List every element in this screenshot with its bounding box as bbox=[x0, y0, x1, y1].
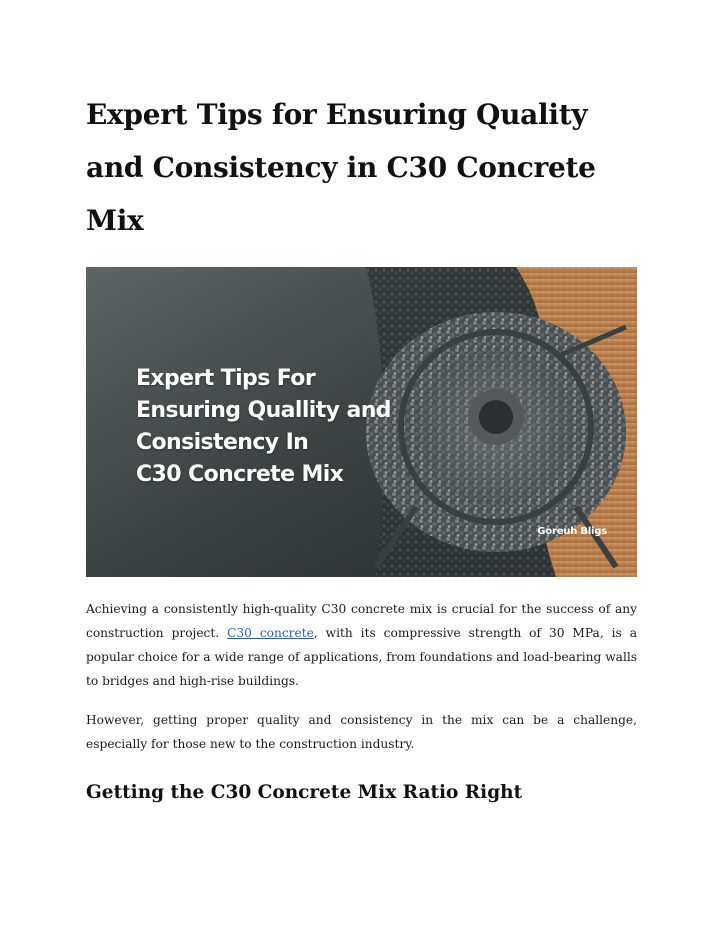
section-heading: Getting the C30 Concrete Mix Ratio Right bbox=[86, 782, 523, 803]
c30-concrete-link[interactable]: C30 concrete bbox=[227, 626, 314, 640]
article-title: Expert Tips for Ensuring Quality and Consistency in C30 Concrete Mix bbox=[86, 98, 596, 237]
intro-text-start: Achieving a consistently high-quality C30 concrete mix is crucial for the success of any construction project. bbox=[86, 602, 637, 640]
hero-logo-text: Goreuh Bligs bbox=[537, 526, 607, 537]
intro-text-end: , with its compressive strength of 30 MPa, is a popular choice for a wide range of applications, from foundations and load-bearing walls to bridges and high-rise buildings. bbox=[86, 626, 637, 688]
intro-paragraph bbox=[86, 597, 637, 693]
second-paragraph: However, getting proper quality and consistency in the mix can be a challenge, especially for those new to the construction industry. bbox=[86, 713, 637, 751]
hero-image bbox=[86, 267, 637, 577]
hero-overlay-text: Expert Tips For Ensuring Quallity and Consistency In C30 Concrete Mix bbox=[136, 366, 391, 487]
